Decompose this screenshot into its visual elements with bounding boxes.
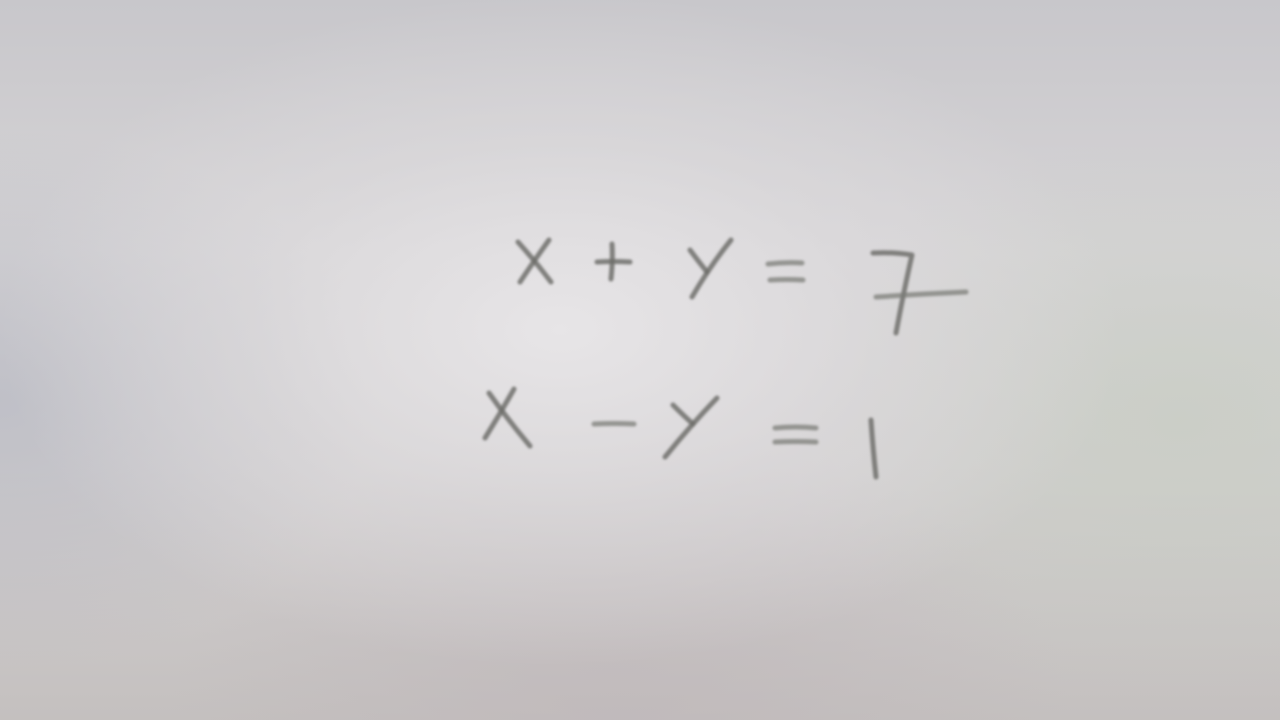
eq2-equals-glyph (775, 427, 816, 442)
eq2-x-glyph (485, 389, 530, 446)
eq2-y-glyph (665, 398, 717, 457)
eq1-plus-glyph (597, 244, 630, 279)
equation-2 (485, 389, 876, 477)
eq2-minus-glyph (594, 424, 634, 425)
eq2-one-glyph (871, 420, 876, 477)
eq1-y-glyph (690, 240, 731, 297)
eq1-x-glyph (518, 240, 551, 282)
eq1-seven-glyph (873, 253, 966, 333)
equation-1 (518, 240, 966, 333)
eq1-equals-glyph (768, 263, 803, 280)
